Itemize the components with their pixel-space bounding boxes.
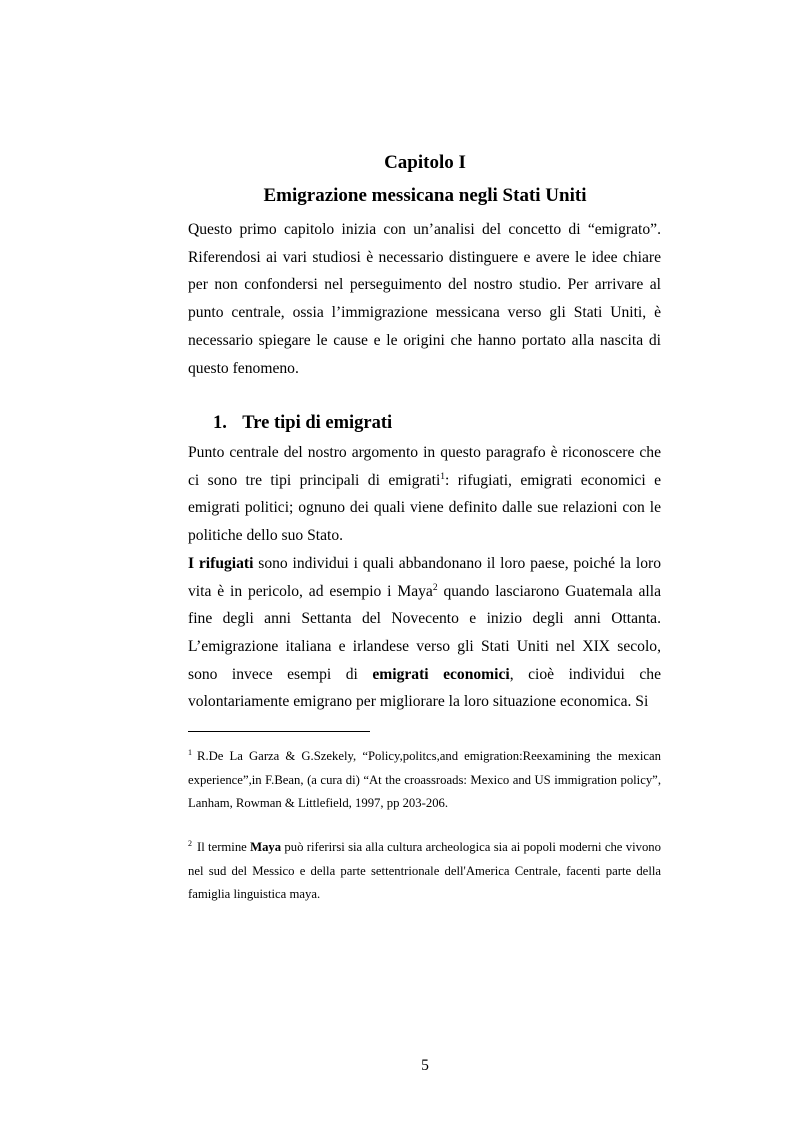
footnote-bold-term: Maya <box>250 840 282 854</box>
footnote-mark: 2 <box>188 839 192 848</box>
paragraph-text: quando lasciarono Guatemala alla fine degli anni Settanta del Novecento e inizio degli anni Ottanta. L’emigrazione italiana e irlandese verso gli Stati Uniti nel XIX secolo, sono invece esempi di <box>188 582 662 683</box>
footnote-reference-1: 1 <box>440 471 446 482</box>
footnote-divider <box>188 731 370 732</box>
paragraph-text: : rifugiati, emigrati economici e emigrati politici; ognuno dei quali viene definito dalle sue relazioni con le politiche dello suo Stato. <box>188 471 661 545</box>
section-paragraph-2 <box>188 550 661 716</box>
footnote-mark: 1 <box>188 748 192 757</box>
footnote-text: R.De La Garza & G.Szekely, “Policy,politcs,and emigration:Reexamining the mexican experience”,in F.Bean, (a cura di) “At the croassroads: Mexico and US immigration policy”, Lanham, Rowman & Littlefield, 1997, pp 203-206. <box>188 749 661 810</box>
footnote-text: può riferirsi sia alla cultura archeologica sia ai popoli moderni che vivono nel sud del Messico e della parte settentrionale dell'America Centrale, facenti parte della famiglia linguistica maya. <box>188 840 661 901</box>
page-number: 5 <box>421 1057 429 1074</box>
footnote-reference-2: 2 <box>432 582 438 593</box>
intro-paragraph: Questo primo capitolo inizia con un’analisi del concetto di “emigrato”. Riferendosi ai vari studiosi è necessario distinguere e avere le idee chiare per non confondersi nel perseguimento del nostro studio. Per arrivare al punto centrale, ossia l’immigrazione messicana verso gli Stati Uniti, è necessario spiegare le cause e le origini che hanno portato alla nascita di questo fenomeno. <box>188 221 661 377</box>
section-number: 1. <box>213 413 227 433</box>
chapter-label: Capitolo I <box>384 152 466 173</box>
footnote-text: Il termine <box>197 840 251 854</box>
footnote-2 <box>188 836 661 907</box>
section-paragraph-1 <box>188 439 661 550</box>
bold-term-rifugiati: I rifugiati <box>188 554 254 572</box>
paragraph-text: , cioè individui che volontariamente emigrano per migliorare la loro situazione economica. Si <box>188 665 661 711</box>
paragraph-text: Punto centrale del nostro argomento in questo paragrafo è riconoscere che ci sono tre tipi principali di emigrati <box>188 444 661 489</box>
bold-term-emigrati-economici: emigrati economici <box>372 665 510 683</box>
paragraph-text: sono individui i quali abbandonano il loro paese, poiché la loro vita è in pericolo, ad esempio i Maya <box>188 554 661 600</box>
chapter-title: Emigrazione messicana negli Stati Uniti <box>263 185 587 206</box>
section-heading <box>213 410 392 436</box>
section-body <box>188 439 661 716</box>
footnote-1 <box>188 745 661 816</box>
section-title: Tre tipi di emigrati <box>242 413 393 433</box>
